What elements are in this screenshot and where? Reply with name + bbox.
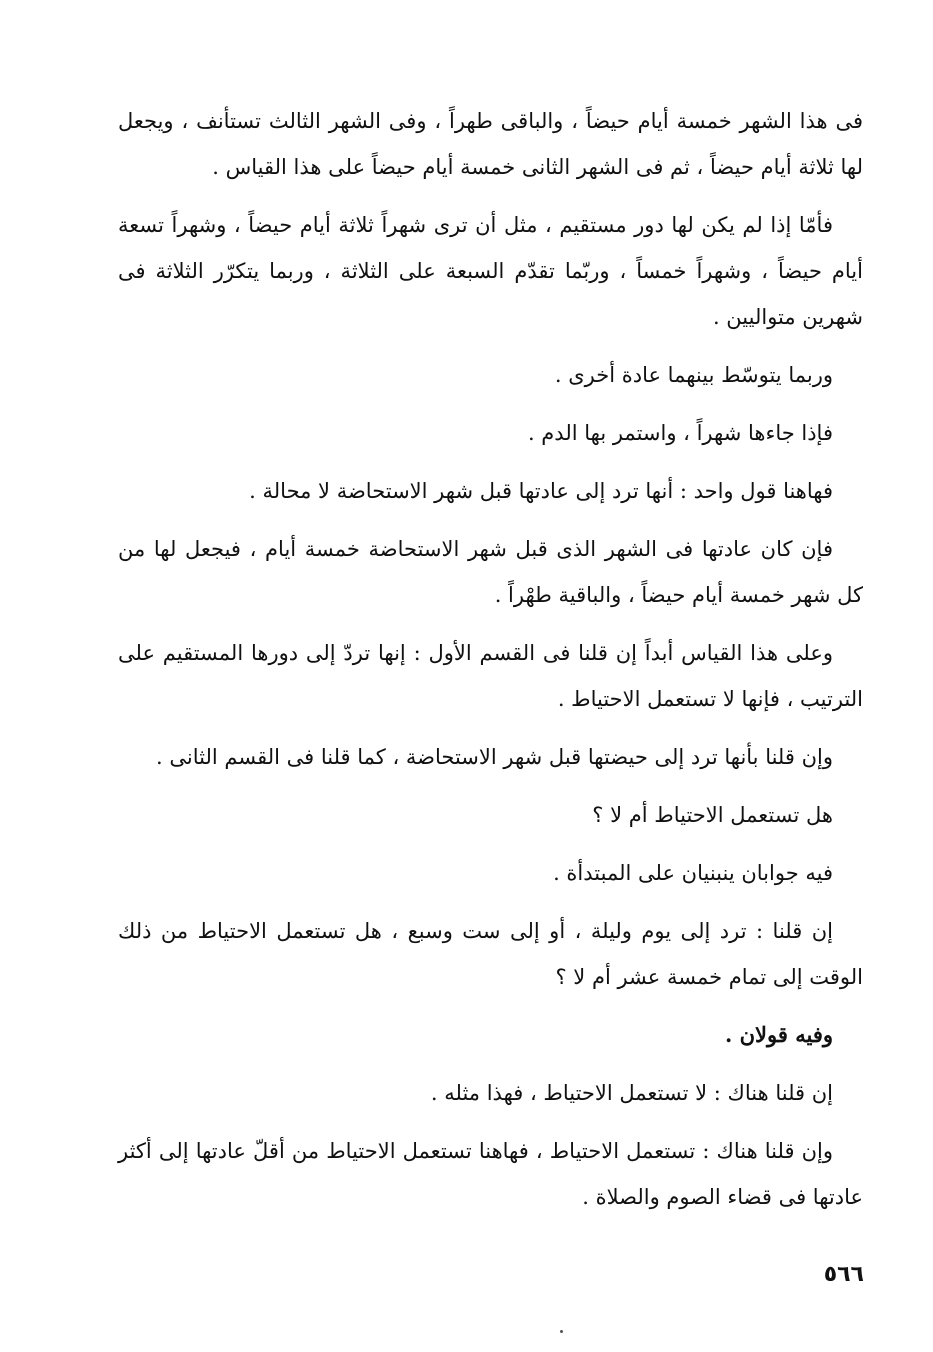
paragraph: فأمّا إذا لم يكن لها دور مستقيم ، مثل أن ترى شهراً ثلاثة أيام حيضاً ، وشهراً تسعة أيام حيضاً ، وشهراً خمساً ، وربّما تقدّم السبعة على الثلاثة ، وربما يتكرّر الثلاثة فى شهرين متواليين . (118, 213, 863, 329)
scan-speck (560, 1330, 563, 1333)
paragraph: إن قلنا هناك : لا تستعمل الاحتياط ، فهذا مثله . (430, 1081, 833, 1105)
paragraph: فى هذا الشهر خمسة أيام حيضاً ، والباقى طهراً ، وفى الشهر الثالث تستأنف ، ويجعل لها ثلاثة أيام حيضاً ، ثم فى الشهر الثانى خمسة أيام حيضاً على هذا القياس . (118, 109, 863, 179)
paragraph: فيه جوابان ينبنيان على المبتدأة . (553, 861, 833, 885)
page-number: ٥٦٦ (823, 1262, 864, 1287)
paragraph: هل تستعمل الاحتياط أم لا ؟ (592, 803, 833, 827)
paragraph: فإن كان عادتها فى الشهر الذى قبل شهر الاستحاضة خمسة أيام ، فيجعل لها من كل شهر خمسة أيام حيضاً ، والباقية طهْراً . (118, 537, 863, 607)
paragraph: وعلى هذا القياس أبداً إن قلنا فى القسم الأول : إنها تردّ إلى دورها المستقيم على الترتيب ، فإنها لا تستعمل الاحتياط . (118, 641, 863, 711)
paragraph: إن قلنا : ترد إلى يوم وليلة ، أو إلى ست وسبع ، هل تستعمل الاحتياط من ذلك الوقت إلى تمام خمسة عشر أم لا ؟ (118, 919, 863, 989)
paragraph: وإن قلنا بأنها ترد إلى حيضتها قبل شهر الاستحاضة ، كما قلنا فى القسم الثانى . (156, 745, 833, 769)
paragraph: فإذا جاءها شهراً ، واستمر بها الدم . (527, 421, 833, 445)
paragraph: وربما يتوسّط بينهما عادة أخرى . (554, 363, 833, 387)
paragraph: وإن قلنا هناك : تستعمل الاحتياط ، فهاهنا تستعمل الاحتياط من أقلّ عادتها إلى أكثر عادتها فى قضاء الصوم والصلاة . (118, 1139, 863, 1209)
paragraph: فهاهنا قول واحد : أنها ترد إلى عادتها قبل شهر الاستحاضة لا محالة . (249, 479, 833, 503)
paragraph-heading: وفيه قولان . (725, 1022, 833, 1047)
body-text (118, 98, 863, 1232)
